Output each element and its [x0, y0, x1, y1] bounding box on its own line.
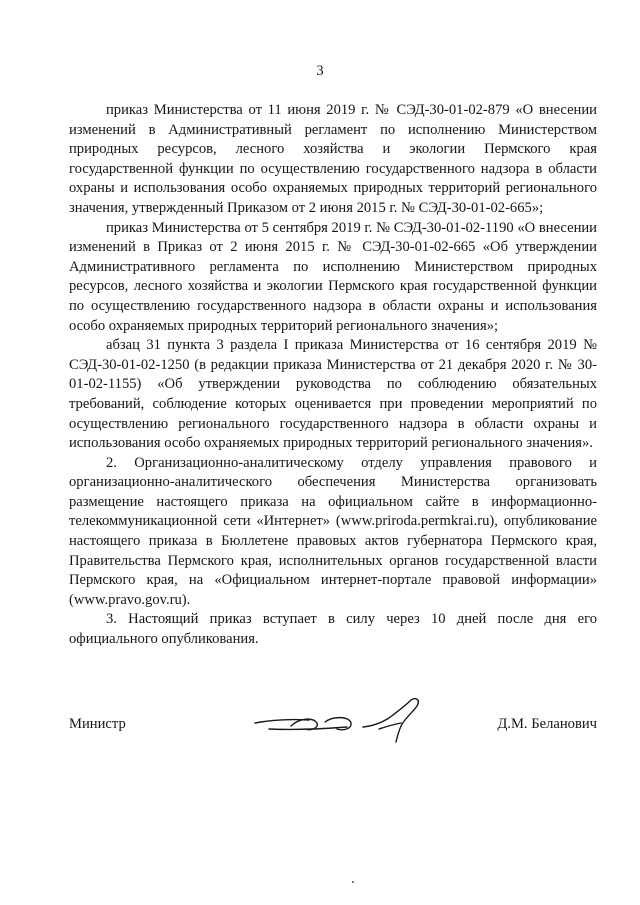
signatory-title: Министр	[69, 716, 126, 732]
scan-speck	[352, 881, 354, 883]
signatory-name: Д.М. Беланович	[497, 716, 597, 732]
paragraph-order-1250: абзац 31 пункта 3 раздела I приказа Министерства от 16 сентября 2019 № СЭД-30-01-02-1250 (в редакции приказа Министерства от 21 декабря 2020 г. № 30-01-02-1155) «Об утверждении руководства по соблюдению обязательных требований, соблюдение которых оценивается при проведении мероприятий по осуществлению регионального государственного надзора в области охраны и использования особо охраняемых природных территорий регионального значения».	[69, 337, 597, 452]
handwritten-signature	[251, 696, 431, 744]
document-body	[69, 101, 597, 650]
paragraph-item-2-publication: 2. Организационно-аналитическому отделу управления правового и организационно-аналитического обеспечения Министерства организовать размещение настоящего приказа на официальном сайте в информационно-телекоммуникационной сети «Интернет» (www.priroda.permkrai.ru), опубликование настоящего приказа в Бюллетене правовых актов губернатора Пермского края, Правительства Пермского края, исполнительных органов государственной власти Пермского края, на «Официальном интернет-портале правовой информации» (www.pravo.gov.ru).	[69, 454, 597, 608]
page-number: 3	[316, 63, 324, 79]
paragraph-item-3-effective-date: 3. Настоящий приказ вступает в силу через 10 дней после дня его официального опубликования.	[69, 611, 597, 648]
paragraph-order-879: приказ Министерства от 11 июня 2019 г. № СЭД-30-01-02-879 «О внесении изменений в Административный регламент по исполнению Министерством природных ресурсов, лесного хозяйства и экологии Пермского края государственной функции по осуществлению государственного надзора в области охраны и использования особо охраняемых природных территорий регионального значения, утвержденный Приказом от 2 июня 2015 г. № СЭД-30-01-02-665»;	[69, 102, 597, 216]
paragraph-order-1190: приказ Министерства от 5 сентября 2019 г. № СЭД-30-01-02-1190 «О внесении изменений в Приказ от 2 июня 2015 г. № СЭД-30-01-02-665 «Об утверждении Административного регламента по исполнению Министерством природных ресурсов, лесного хозяйства и экологии Пермского края государственной функции по осуществлению государственного надзора в области охраны и использования особо охраняемых природных территорий регионального значения»;	[69, 219, 597, 334]
signature-block	[69, 716, 597, 746]
